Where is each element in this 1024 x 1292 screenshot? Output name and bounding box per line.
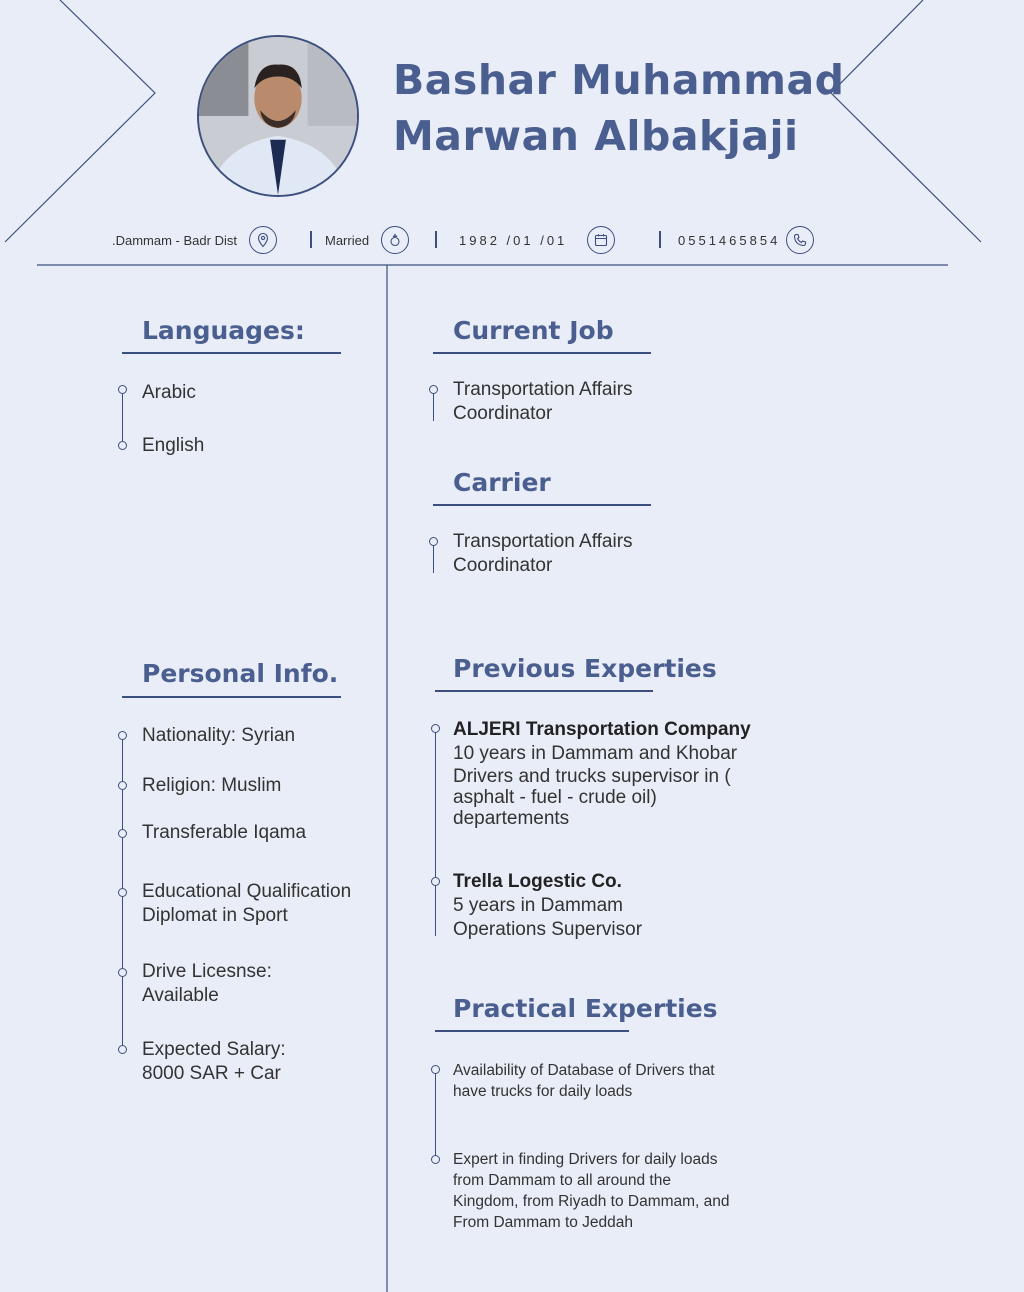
birthdate-item <box>459 226 615 254</box>
current-job-heading: Current Job <box>453 316 614 345</box>
timeline-dot <box>118 1045 127 1054</box>
timeline-dot <box>118 888 127 897</box>
languages-timeline <box>122 390 123 446</box>
birthdate-text: 1982 /01 /01 <box>459 232 568 248</box>
ring-icon <box>381 226 409 254</box>
practical-experties-timeline <box>435 1070 436 1159</box>
name-line-1: Bashar Muhammad <box>393 56 845 104</box>
company-name: ALJERI Transportation Company <box>453 719 751 740</box>
carrier-underline <box>433 504 651 506</box>
carrier-heading: Carrier <box>453 468 551 497</box>
previous-experties-timeline <box>435 729 436 936</box>
personal-info-item: Expected Salary: 8000 SAR + Car <box>142 1039 286 1084</box>
personal-info-item: Nationality: Syrian <box>142 725 296 746</box>
address-item <box>112 226 277 254</box>
separator <box>659 231 661 248</box>
carrier-timeline <box>433 542 434 573</box>
languages-heading: Languages: <box>142 316 305 345</box>
languages-underline <box>122 352 341 354</box>
full-name <box>393 52 844 164</box>
timeline-dot <box>118 731 127 740</box>
previous-experties-heading: Previous Experties <box>453 654 717 683</box>
timeline-dot <box>118 829 127 838</box>
separator <box>310 231 312 248</box>
personal-info-item: Drive Licesnse: Available <box>142 961 272 1006</box>
phone-icon <box>786 226 814 254</box>
timeline-dot <box>429 385 438 394</box>
practical-experties-heading: Practical Experties <box>453 994 718 1023</box>
phone-text: 0551465854 <box>678 232 781 248</box>
experience-item: Trella Logestic Co. 5 years in Dammam Operations Supervisor <box>453 871 643 940</box>
personal-info-item: Transferable Iqama <box>142 822 307 843</box>
practical-item: Expert in finding Drivers for daily loads from Dammam to all around the Kingdom, from Riyadh to Dammam, and From Dammam to Jeddah <box>453 1151 730 1231</box>
personal-info-item: Religion: Muslim <box>142 775 282 796</box>
timeline-dot <box>431 877 440 886</box>
location-pin-icon <box>249 226 277 254</box>
separator <box>435 231 437 248</box>
timeline-dot <box>431 724 440 733</box>
name-line-2: Marwan Albakjaji <box>393 112 799 160</box>
phone-item <box>678 226 814 254</box>
timeline-dot <box>118 968 127 977</box>
personal-info-underline <box>122 696 341 698</box>
experience-item: ALJERI Transportation Company 10 years in Dammam and Khobar Drivers and trucks supervisor in ( asphalt - fuel - crude oil) departements <box>453 719 751 829</box>
company-name: Trella Logestic Co. <box>453 871 622 892</box>
previous-experties-underline <box>435 690 653 692</box>
marital-text: Married <box>325 232 370 248</box>
carrier-text: Transportation Affairs Coordinator <box>453 531 633 576</box>
current-job-underline <box>433 352 651 354</box>
practical-experties-underline <box>435 1030 629 1032</box>
current-job-timeline <box>433 390 434 421</box>
personal-info-heading: Personal Info. <box>142 659 339 688</box>
timeline-dot <box>118 385 127 394</box>
current-job-text: Transportation Affairs Coordinator <box>453 379 633 424</box>
timeline-dot <box>431 1155 440 1164</box>
language-item: Arabic <box>142 382 196 403</box>
timeline-dot <box>118 441 127 450</box>
timeline-dot <box>118 781 127 790</box>
practical-item: Availability of Database of Drivers that have trucks for daily loads <box>453 1062 715 1100</box>
language-item: English <box>142 435 205 456</box>
timeline-dot <box>431 1065 440 1074</box>
personal-info-item: Educational Qualification Diplomat in Sport <box>142 881 352 926</box>
profile-photo <box>197 35 359 197</box>
address-text: .Dammam - Badr Dist <box>112 232 237 248</box>
marital-item <box>325 226 409 254</box>
timeline-dot <box>429 537 438 546</box>
calendar-icon <box>587 226 615 254</box>
